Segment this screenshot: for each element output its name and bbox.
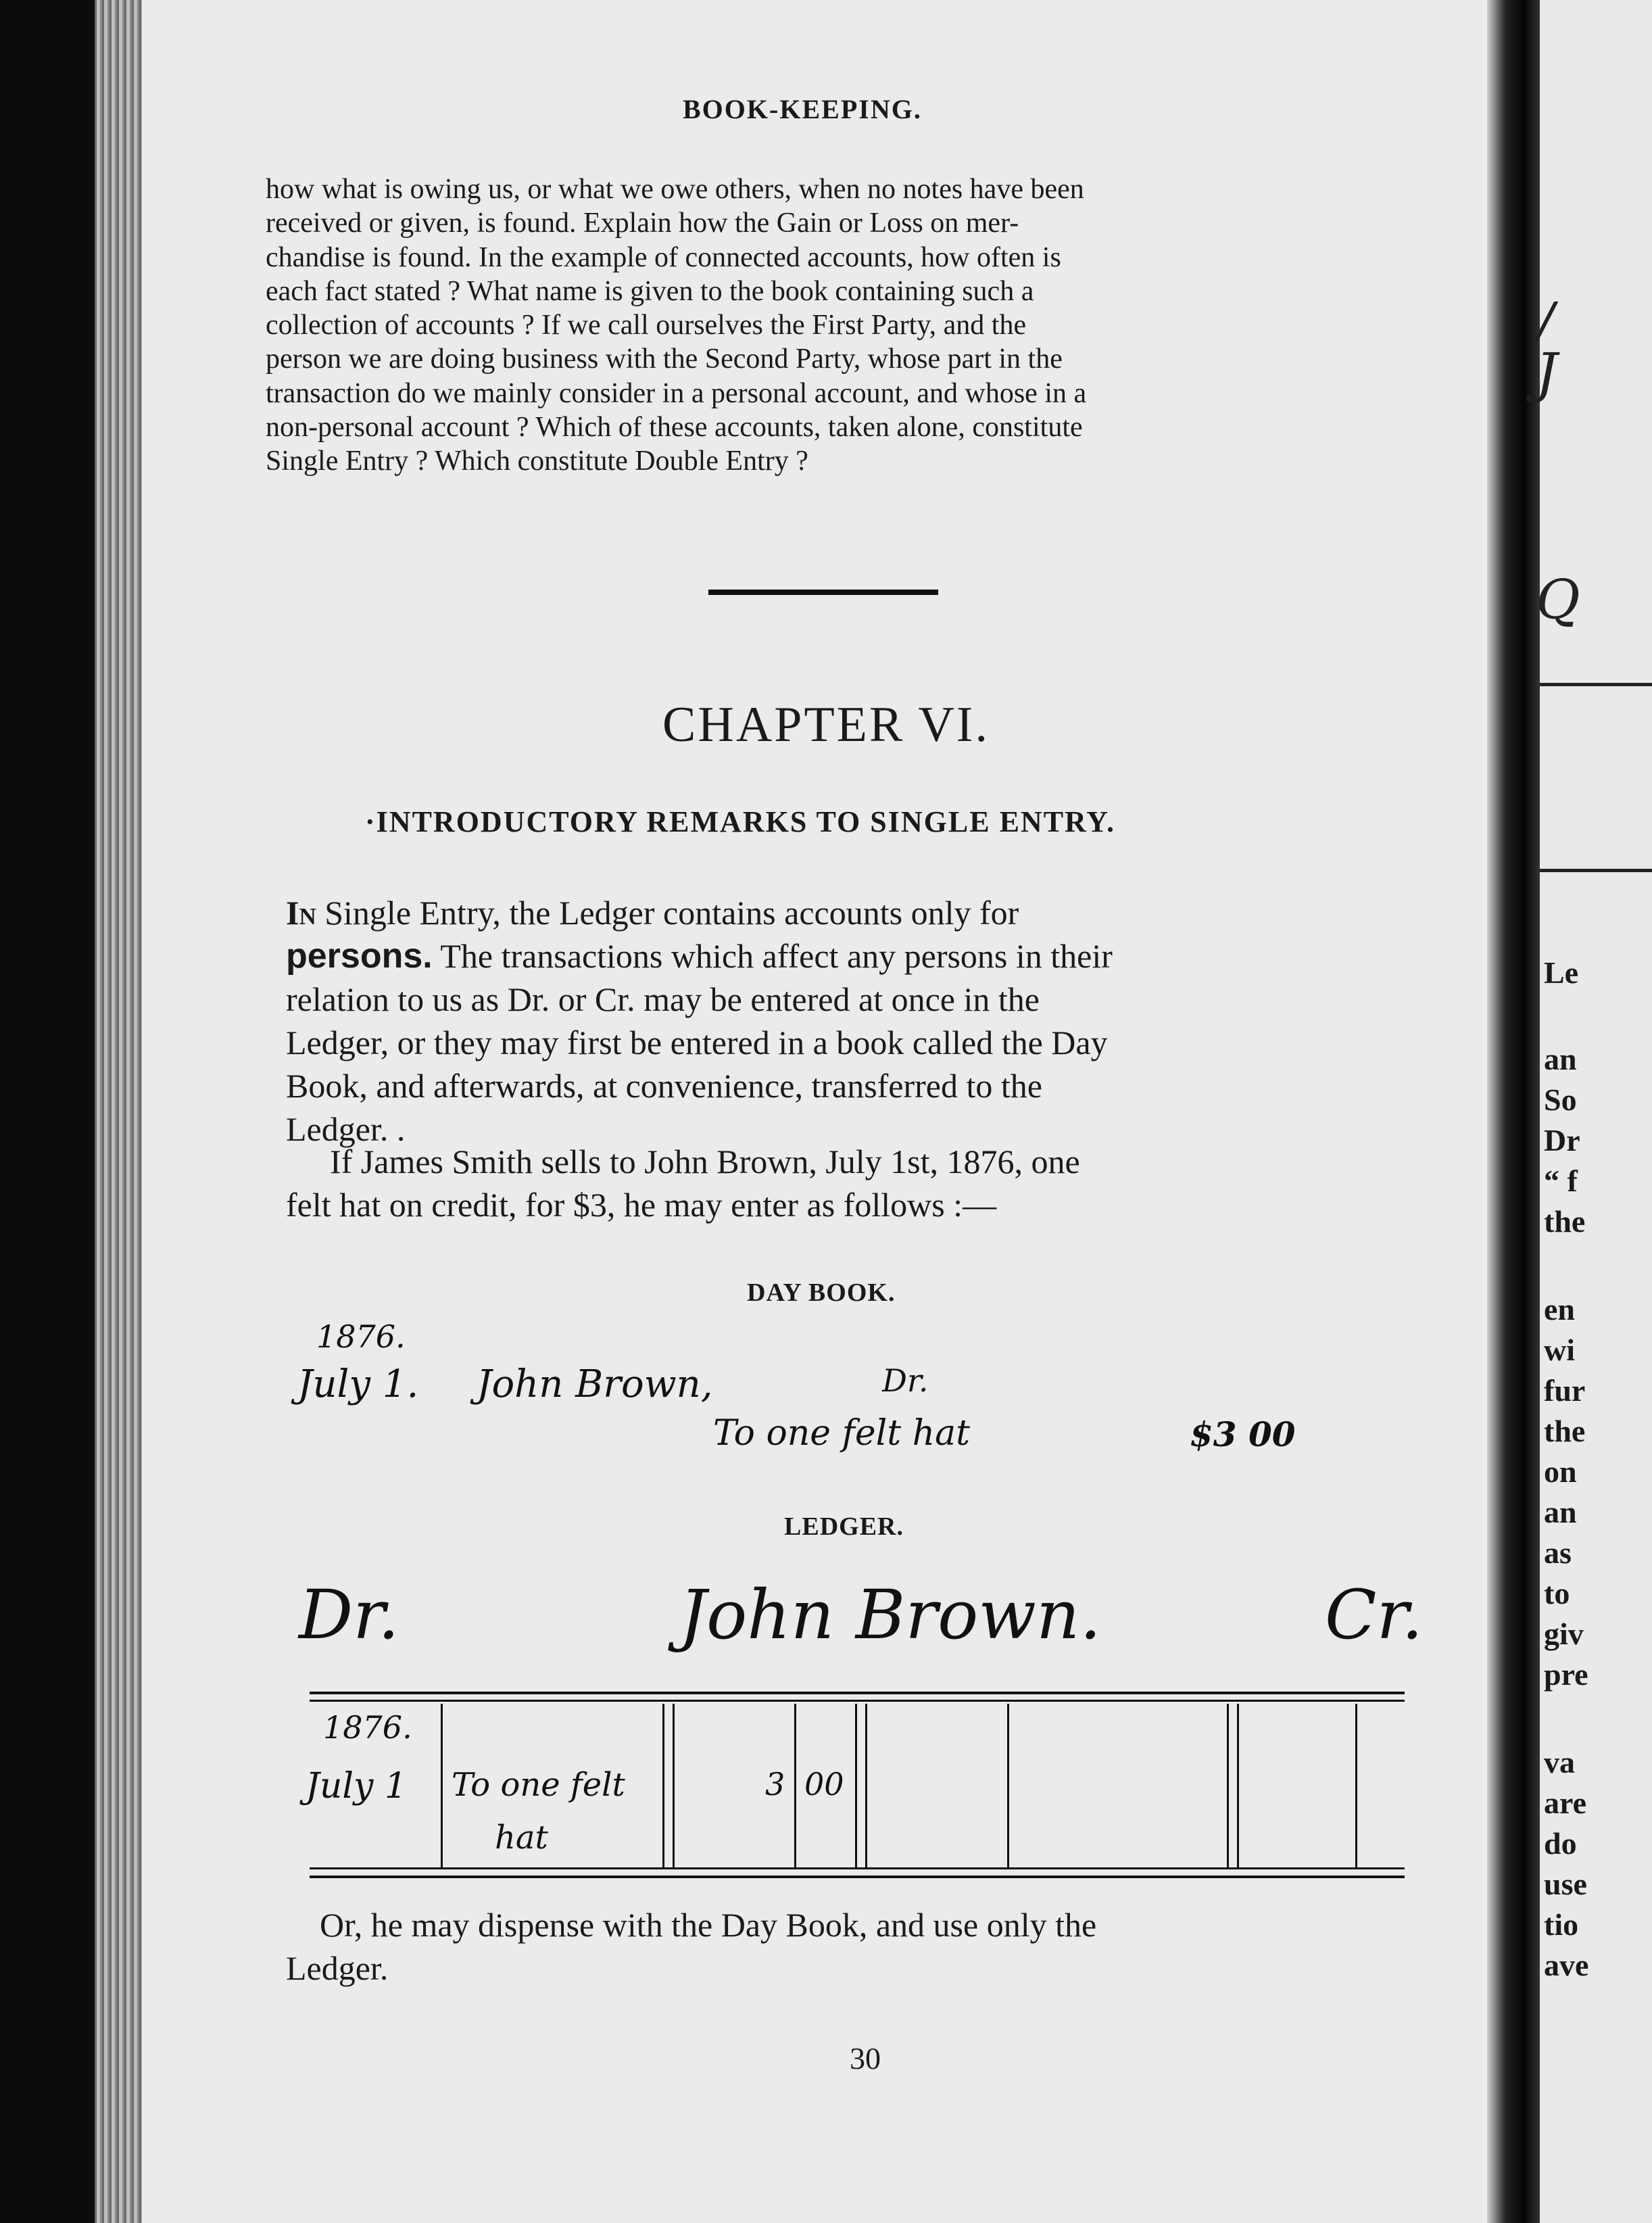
facing-text-fragment: pre bbox=[1544, 1657, 1588, 1692]
question-line: non-personal account ? Which of these accounts, taken alone, constitute bbox=[266, 412, 1083, 444]
lead-word: In bbox=[286, 894, 316, 932]
ledger-column-line bbox=[794, 1704, 796, 1867]
question-line: chandise is found. In the example of connected accounts, how often is bbox=[266, 241, 1061, 273]
facing-text-fragment: an bbox=[1544, 1042, 1577, 1076]
facing-script-mark: / bbox=[1536, 291, 1554, 354]
paragraph-line: relation to us as Dr. or Cr. may be entered at once in the bbox=[286, 980, 1040, 1018]
chapter-subtitle: ·INTRODUCTORY REMARKS TO SINGLE ENTRY. bbox=[365, 805, 1115, 838]
paragraph-line: Ledger, or they may first be entered in a book called the Day bbox=[286, 1024, 1108, 1061]
facing-text-fragment: as bbox=[1544, 1535, 1572, 1570]
paragraph-line bbox=[286, 891, 1388, 934]
review-questions bbox=[266, 172, 1374, 479]
ledger-column-line bbox=[1237, 1704, 1239, 1867]
question-line: person we are doing business with the Second Party, whose part in the bbox=[266, 343, 1063, 375]
day-book-name: John Brown, bbox=[477, 1362, 713, 1406]
facing-text-fragment: the bbox=[1544, 1414, 1586, 1448]
paragraph-line: If James Smith sells to John Brown, July 1st, 1876, one bbox=[330, 1143, 1080, 1180]
facing-script-mark: Q bbox=[1536, 568, 1580, 631]
facing-text-fragment: fur bbox=[1544, 1373, 1586, 1408]
paragraph-line bbox=[286, 934, 1388, 978]
chapter-title: CHAPTER VI. bbox=[662, 697, 990, 752]
facing-text-fragment: Le bbox=[1544, 955, 1579, 990]
paragraph-line: felt hat on credit, for $3, he may enter as follows :— bbox=[286, 1186, 997, 1224]
paragraph-line: Or, he may dispense with the Day Book, and use only the bbox=[320, 1906, 1097, 1944]
ledger-label: LEDGER. bbox=[784, 1512, 904, 1541]
ledger-account-name: John Brown. bbox=[679, 1575, 1102, 1654]
facing-text-fragment: on bbox=[1544, 1454, 1577, 1489]
day-book-year: 1876. bbox=[316, 1318, 406, 1355]
facing-rule bbox=[1540, 683, 1652, 686]
ledger-column-line bbox=[855, 1704, 857, 1867]
ledger-dr: Dr. bbox=[299, 1575, 399, 1654]
ledger-date: July 1 bbox=[306, 1766, 407, 1807]
persons-word: persons. bbox=[286, 936, 433, 976]
ledger-column-line bbox=[441, 1704, 443, 1867]
ledger-column-line bbox=[1227, 1704, 1229, 1867]
facing-text-fragment: an bbox=[1544, 1495, 1577, 1529]
ledger-cents: 00 bbox=[804, 1766, 844, 1802]
day-book-date: July 1. bbox=[297, 1362, 419, 1406]
facing-text-fragment: wi bbox=[1544, 1333, 1575, 1367]
facing-text-fragment: So bbox=[1544, 1082, 1577, 1117]
day-book-item: To one felt hat bbox=[713, 1413, 971, 1454]
running-head: BOOK-KEEPING. bbox=[683, 94, 922, 124]
closing-paragraph bbox=[286, 1903, 1422, 1990]
facing-text-fragment: use bbox=[1544, 1867, 1587, 1901]
ledger-item-line: hat bbox=[495, 1819, 548, 1857]
day-book-label: DAY BOOK. bbox=[747, 1278, 896, 1307]
facing-text-fragment: ave bbox=[1544, 1948, 1589, 1982]
book-spine bbox=[1487, 0, 1540, 2223]
question-line: received or given, is found. Explain how the Gain or Loss on mer- bbox=[266, 208, 1019, 239]
facing-text-fragment: en bbox=[1544, 1292, 1575, 1326]
page-number: 30 bbox=[850, 2041, 881, 2076]
paragraph-text: Single Entry, the Ledger contains accounts only for bbox=[316, 894, 1019, 932]
facing-rule bbox=[1540, 869, 1652, 872]
ledger-top-rule bbox=[310, 1692, 1405, 1694]
question-line: how what is owing us, or what we owe others, when no notes have been bbox=[266, 174, 1084, 205]
ledger-cr: Cr. bbox=[1325, 1575, 1424, 1654]
facing-text-fragment: to bbox=[1544, 1576, 1570, 1610]
facing-script-mark: J bbox=[1536, 341, 1558, 404]
ledger-item-line: To one felt bbox=[452, 1766, 625, 1804]
facing-text-fragment: the bbox=[1544, 1204, 1586, 1239]
facing-text-fragment: giv bbox=[1544, 1617, 1584, 1651]
question-line: transaction do we mainly consider in a personal account, and whose in a bbox=[266, 377, 1087, 409]
ledger-bottom-rule bbox=[310, 1867, 1405, 1869]
paragraph-line: Ledger. . bbox=[286, 1110, 406, 1148]
paragraph-line: Book, and afterwards, at convenience, transferred to the bbox=[286, 1067, 1042, 1105]
facing-text-fragment: va bbox=[1544, 1745, 1575, 1779]
facing-text-fragment: are bbox=[1544, 1786, 1587, 1820]
facing-text-fragment: “ f bbox=[1544, 1164, 1578, 1198]
facing-text-fragment: Dr bbox=[1544, 1123, 1580, 1157]
facing-page bbox=[1536, 0, 1652, 2223]
ledger-column-line bbox=[1007, 1704, 1009, 1867]
intro-paragraph bbox=[286, 891, 1388, 1151]
day-book-amount: $3 00 bbox=[1190, 1414, 1296, 1454]
ledger-top-rule-inner bbox=[310, 1700, 1405, 1702]
page-edges bbox=[95, 0, 149, 2223]
question-line: each fact stated ? What name is given to the book containing such a bbox=[266, 275, 1034, 307]
ledger-year: 1876. bbox=[323, 1709, 412, 1746]
ledger-column-line bbox=[1355, 1704, 1357, 1867]
paragraph-line: Ledger. bbox=[286, 1949, 389, 1987]
ledger-bottom-rule-outer bbox=[310, 1875, 1405, 1878]
ledger-column-line bbox=[673, 1704, 675, 1867]
ledger-column-line bbox=[865, 1704, 867, 1867]
example-paragraph bbox=[286, 1140, 1388, 1226]
day-book-dr: Dr. bbox=[882, 1362, 929, 1399]
paragraph-text: The transactions which affect any persons in their bbox=[432, 937, 1113, 975]
question-line: Single Entry ? Which constitute Double Entry ? bbox=[266, 446, 808, 477]
section-divider bbox=[708, 590, 938, 595]
ledger-column-line bbox=[662, 1704, 664, 1867]
facing-text-fragment: do bbox=[1544, 1826, 1577, 1861]
ledger-dollars: 3 bbox=[765, 1766, 785, 1802]
facing-text-fragment: tio bbox=[1544, 1907, 1579, 1942]
question-line: collection of accounts ? If we call ourselves the First Party, and the bbox=[266, 310, 1027, 341]
